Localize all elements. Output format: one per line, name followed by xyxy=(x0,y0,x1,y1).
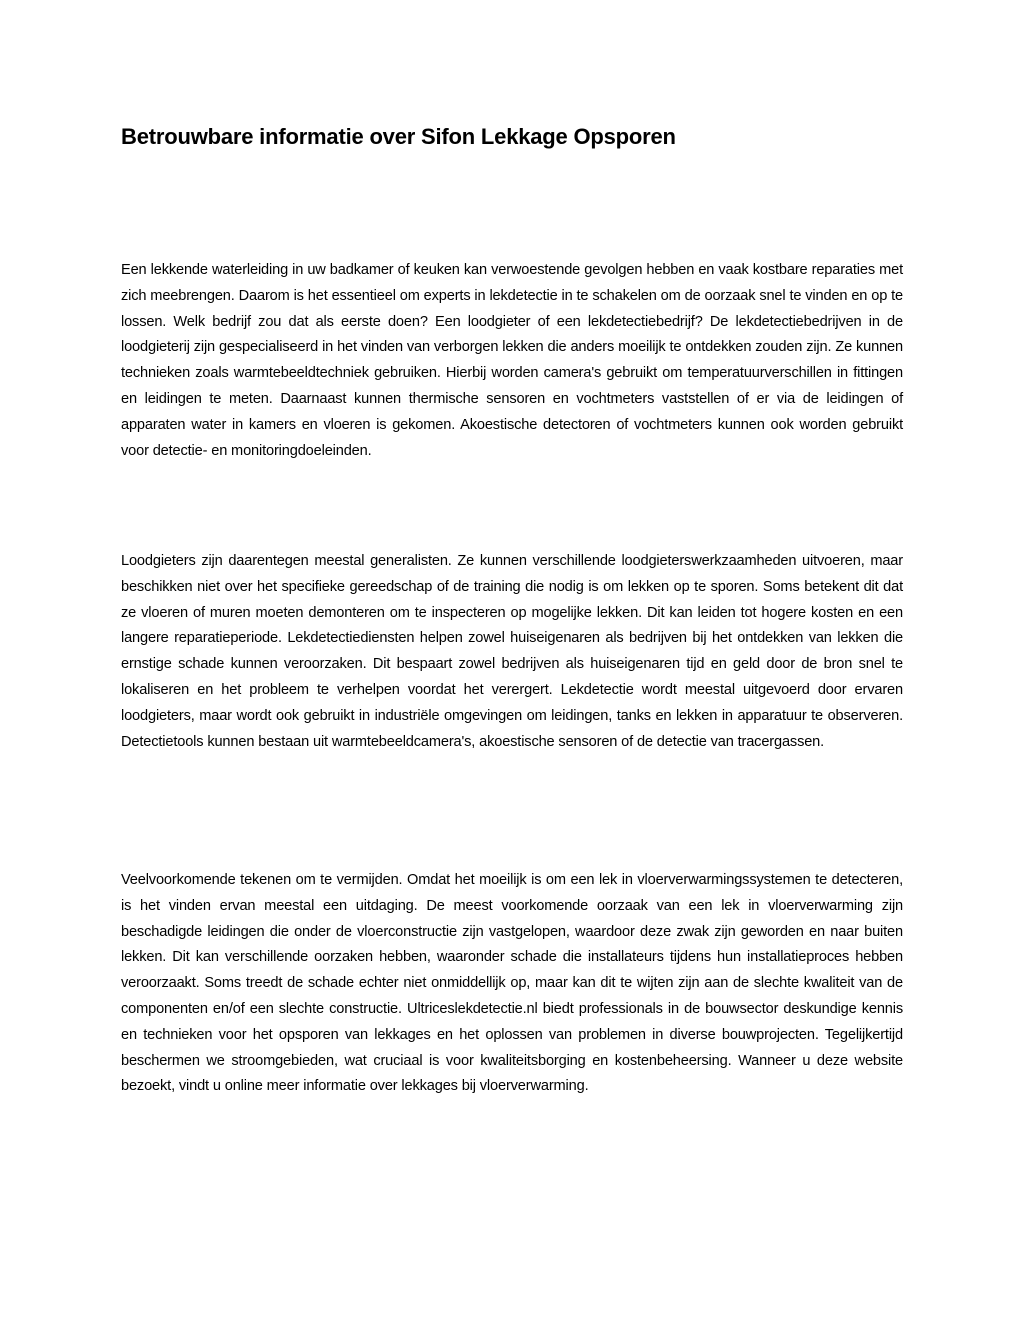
page-title: Betrouwbare informatie over Sifon Lekkage Opsporen xyxy=(121,124,676,149)
paragraph-3: Veelvoorkomende tekenen om te vermijden. Omdat het moeilijk is om een lek in vloerverwarmingssystemen te detecteren, is het vinden ervan meestal een uitdaging. De meest voorkomende oorzaak van een lek in vloerverwarming zijn beschadigde leidingen die onder de vloerconstructie zijn vastgelopen, waardoor deze zwak zijn geworden en naar buiten lekken. Dit kan verschillende oorzaken hebben, waaronder schade die installateurs tijdens hun installatieproces hebben veroorzaakt. Soms treedt de schade echter niet onmiddellijk op, maar kan dit te wijten zijn aan de slechte kwaliteit van de componenten en/of een slechte constructie. Ultriceslekdetectie.nl biedt professionals in de bouwsector deskundige kennis en technieken voor het opsporen van lekkages en het oplossen van problemen in diverse bouwprojecten. Tegelijkertijd beschermen we stroomgebieden, wat cruciaal is voor kwaliteitsborging en kostenbeheersing. Wanneer u deze website bezoekt, vindt u online meer informatie over lekkages bij vloerverwarming. xyxy=(121,872,903,1095)
paragraph-1: Een lekkende waterleiding in uw badkamer of keuken kan verwoestende gevolgen hebben en vaak kostbare reparaties met zich meebrengen. Daarom is het essentieel om experts in lekdetectie in te schakelen om de oorzaak snel te vinden en op te lossen. Welk bedrijf zou dat als eerste doen? Een loodgieter of een lekdetectiebedrijf? De lekdetectiebedrijven in de loodgieterij zijn gespecialiseerd in het vinden van verborgen lekken die anders moeilijk te ontdekken zouden zijn. Ze kunnen technieken zoals warmtebeeldtechniek gebruiken. Hierbij worden camera's gebruikt om temperatuurverschillen in fittingen en leidingen te meten. Daarnaast kunnen thermische sensoren en vochtmeters vaststellen of er via de leidingen of apparaten water in kamers en vloeren is gekomen. Akoestische detectoren of vochtmeters kunnen ook worden gebruikt voor detectie- en monitoringdoeleinden. xyxy=(121,262,903,459)
paragraph-2: Loodgieters zijn daarentegen meestal generalisten. Ze kunnen verschillende loodgieterswerkzaamheden uitvoeren, maar beschikken niet over het specifieke gereedschap of de training die nodig is om lekken op te sporen. Soms betekent dit dat ze vloeren of muren moeten demonteren om te inspecteren op mogelijke lekken. Dit kan leiden tot hogere kosten en een langere reparatieperiode. Lekdetectiediensten helpen zowel huiseigenaren als bedrijven bij het ontdekken van lekken die ernstige schade kunnen veroorzaken. Dit bespaart zowel bedrijven als huiseigenaren tijd en geld door de bron snel te lokaliseren en het probleem te verhelpen voordat het verergert. Lekdetectie wordt meestal uitgevoerd door ervaren loodgieters, maar wordt ook gebruikt in industriële omgevingen om leidingen, tanks en lekken in apparatuur te observeren. Detectietools kunnen bestaan uit warmtebeeldcamera's, akoestische sensoren of de detectie van tracergassen. xyxy=(121,553,903,750)
